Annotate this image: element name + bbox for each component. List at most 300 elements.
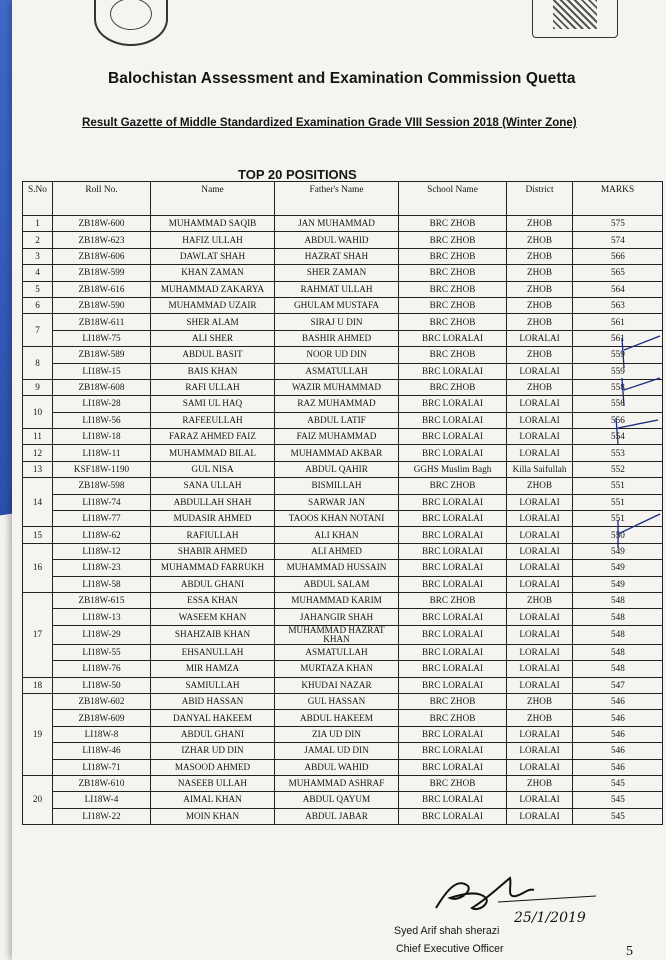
marks-cell: 563 — [573, 297, 663, 313]
margin-tick-mark — [618, 514, 660, 548]
school-name-cell: BRC ZHOB — [399, 379, 507, 395]
marks-cell: 548 — [573, 625, 663, 644]
father-name-cell: MUHAMMAD HUSSAIN — [275, 560, 399, 576]
page-number: 5 — [626, 944, 633, 959]
father-name-cell: KHUDAI NAZAR — [275, 677, 399, 693]
table-header-row — [23, 182, 663, 216]
table-row — [23, 644, 663, 660]
district-cell: ZHOB — [507, 775, 573, 791]
school-name-cell: BRC LORALAI — [399, 511, 507, 527]
father-name-cell: ABDUL SALAM — [275, 576, 399, 592]
school-name-cell: BRC ZHOB — [399, 592, 507, 608]
roll-number-cell: LI18W-8 — [53, 726, 151, 742]
school-name-cell: BRC LORALAI — [399, 363, 507, 379]
father-name-cell: MUHAMMAD ASHRAF — [275, 775, 399, 791]
table-row — [23, 609, 663, 625]
table-row — [23, 625, 663, 644]
roll-number-cell: LI18W-29 — [53, 625, 151, 644]
father-name-cell: SHER ZAMAN — [275, 265, 399, 281]
district-cell: LORALAI — [507, 363, 573, 379]
serial-number-cell: 15 — [23, 527, 53, 543]
margin-tick-mark — [622, 336, 660, 368]
marks-cell: 548 — [573, 661, 663, 677]
marks-cell: 559 — [573, 363, 663, 379]
student-name-cell: SHAHZAIB KHAN — [151, 625, 275, 644]
district-cell: LORALAI — [507, 412, 573, 428]
school-name-cell: BRC LORALAI — [399, 494, 507, 510]
table-row — [23, 429, 663, 445]
school-name-cell: BRC ZHOB — [399, 347, 507, 363]
marks-cell: 556 — [573, 412, 663, 428]
district-cell: ZHOB — [507, 265, 573, 281]
table-row — [23, 710, 663, 726]
serial-number-cell: 18 — [23, 677, 53, 693]
table-row — [23, 693, 663, 709]
serial-number-cell: 14 — [23, 478, 53, 527]
baec-emblem-icon — [94, 0, 168, 46]
father-name-cell: MURTAZA KHAN — [275, 661, 399, 677]
marks-cell: 561 — [573, 314, 663, 330]
school-name-cell: BRC LORALAI — [399, 677, 507, 693]
roll-number-cell: LI18W-13 — [53, 609, 151, 625]
district-cell: LORALAI — [507, 330, 573, 346]
student-name-cell: SANA ULLAH — [151, 478, 275, 494]
table-row — [23, 396, 663, 412]
school-name-cell: BRC LORALAI — [399, 792, 507, 808]
table-row — [23, 661, 663, 677]
column-header: MARKS — [573, 182, 663, 216]
student-name-cell: HAFIZ ULLAH — [151, 232, 275, 248]
father-name-cell: HAZRAT SHAH — [275, 248, 399, 264]
table-row — [23, 232, 663, 248]
school-name-cell: BRC ZHOB — [399, 265, 507, 281]
student-name-cell: EHSANULLAH — [151, 644, 275, 660]
district-cell: LORALAI — [507, 644, 573, 660]
district-cell: LORALAI — [507, 677, 573, 693]
school-name-cell: BRC ZHOB — [399, 216, 507, 232]
table-row — [23, 726, 663, 742]
serial-number-cell: 7 — [23, 314, 53, 347]
column-header: Name — [151, 182, 275, 216]
marks-cell: 550 — [573, 527, 663, 543]
student-name-cell: MOIN KHAN — [151, 808, 275, 824]
margin-tick-mark — [622, 378, 660, 406]
school-name-cell: BRC LORALAI — [399, 429, 507, 445]
district-cell: ZHOB — [507, 592, 573, 608]
student-name-cell: MUHAMMAD FARRUKH — [151, 560, 275, 576]
district-cell: LORALAI — [507, 560, 573, 576]
roll-number-cell: ZB18W-606 — [53, 248, 151, 264]
student-name-cell: IZHAR UD DIN — [151, 743, 275, 759]
margin-annotations — [600, 330, 666, 560]
district-cell: ZHOB — [507, 379, 573, 395]
student-name-cell: MASOOD AHMED — [151, 759, 275, 775]
school-name-cell: BRC ZHOB — [399, 297, 507, 313]
marks-cell: 548 — [573, 609, 663, 625]
father-name-cell: ABDUL WAHID — [275, 232, 399, 248]
school-name-cell: BRC LORALAI — [399, 625, 507, 644]
student-name-cell: ABID HASSAN — [151, 693, 275, 709]
school-name-cell: BRC ZHOB — [399, 775, 507, 791]
serial-number-cell: 20 — [23, 775, 53, 824]
roll-number-cell: LI18W-50 — [53, 677, 151, 693]
father-name-cell: RAHMAT ULLAH — [275, 281, 399, 297]
table-row — [23, 363, 663, 379]
student-name-cell: FARAZ AHMED FAIZ — [151, 429, 275, 445]
father-name-cell: ABDUL HAKEEM — [275, 710, 399, 726]
school-name-cell: BRC LORALAI — [399, 396, 507, 412]
school-name-cell: BRC LORALAI — [399, 576, 507, 592]
student-name-cell: WASEEM KHAN — [151, 609, 275, 625]
student-name-cell: ABDUL BASIT — [151, 347, 275, 363]
student-name-cell: RAFIULLAH — [151, 527, 275, 543]
table-row — [23, 775, 663, 791]
district-cell: ZHOB — [507, 297, 573, 313]
father-name-cell: BISMILLAH — [275, 478, 399, 494]
father-name-cell: GHULAM MUSTAFA — [275, 297, 399, 313]
marks-cell: 549 — [573, 543, 663, 559]
district-cell: ZHOB — [507, 710, 573, 726]
serial-number-cell: 17 — [23, 592, 53, 677]
marks-cell: 546 — [573, 759, 663, 775]
student-name-cell: MUDASIR AHMED — [151, 511, 275, 527]
student-name-cell: GUL NISA — [151, 461, 275, 477]
commission-title: Balochistan Assessment and Examination Commission Quetta — [108, 70, 576, 87]
school-name-cell: BRC LORALAI — [399, 560, 507, 576]
district-cell: LORALAI — [507, 726, 573, 742]
student-name-cell: SAMI UL HAQ — [151, 396, 275, 412]
table-row — [23, 412, 663, 428]
father-name-cell: ZIA UD DIN — [275, 726, 399, 742]
signatory-name: Syed Arif shah sherazi — [394, 925, 500, 937]
district-cell: LORALAI — [507, 576, 573, 592]
table-row — [23, 265, 663, 281]
roll-number-cell: LI18W-74 — [53, 494, 151, 510]
table-row — [23, 347, 663, 363]
marks-cell: 548 — [573, 644, 663, 660]
district-cell: LORALAI — [507, 625, 573, 644]
table-row — [23, 330, 663, 346]
student-name-cell: MUHAMMAD UZAIR — [151, 297, 275, 313]
serial-number-cell: 2 — [23, 232, 53, 248]
table-row — [23, 743, 663, 759]
marks-cell: 546 — [573, 726, 663, 742]
roll-number-cell: LI18W-12 — [53, 543, 151, 559]
father-name-cell: ABDUL LATIF — [275, 412, 399, 428]
roll-number-cell: ZB18W-600 — [53, 216, 151, 232]
marks-cell: 551 — [573, 478, 663, 494]
father-name-cell: RAZ MUHAMMAD — [275, 396, 399, 412]
father-name-cell: ABDUL JABAR — [275, 808, 399, 824]
marks-cell: 546 — [573, 743, 663, 759]
student-name-cell: MUHAMMAD SAQIB — [151, 216, 275, 232]
table-row — [23, 461, 663, 477]
marks-cell: 556 — [573, 396, 663, 412]
school-name-cell: BRC ZHOB — [399, 281, 507, 297]
student-name-cell: SHABIR AHMED — [151, 543, 275, 559]
father-name-cell: SIRAJ U DIN — [275, 314, 399, 330]
student-name-cell: SHER ALAM — [151, 314, 275, 330]
serial-number-cell: 13 — [23, 461, 53, 477]
school-name-cell: BRC ZHOB — [399, 693, 507, 709]
student-name-cell: RAFEEULLAH — [151, 412, 275, 428]
student-name-cell: AIMAL KHAN — [151, 792, 275, 808]
marks-cell: 551 — [573, 494, 663, 510]
serial-number-cell: 9 — [23, 379, 53, 395]
table-row — [23, 560, 663, 576]
table-row — [23, 494, 663, 510]
roll-number-cell: LI18W-77 — [53, 511, 151, 527]
roll-number-cell: LI18W-62 — [53, 527, 151, 543]
table-row — [23, 792, 663, 808]
school-name-cell: BRC LORALAI — [399, 445, 507, 461]
student-name-cell: DAWLAT SHAH — [151, 248, 275, 264]
school-name-cell: BRC LORALAI — [399, 330, 507, 346]
serial-number-cell: 19 — [23, 693, 53, 775]
father-name-cell: ALI KHAN — [275, 527, 399, 543]
school-name-cell: BRC ZHOB — [399, 232, 507, 248]
district-cell: ZHOB — [507, 478, 573, 494]
roll-number-cell: LI18W-71 — [53, 759, 151, 775]
father-name-cell: BASHIR AHMED — [275, 330, 399, 346]
father-name-cell: MUHAMMAD HAZRAT KHAN — [275, 625, 399, 644]
school-name-cell: BRC LORALAI — [399, 527, 507, 543]
school-name-cell: BRC LORALAI — [399, 661, 507, 677]
student-name-cell: MUHAMMAD ZAKARYA — [151, 281, 275, 297]
marks-cell: 547 — [573, 677, 663, 693]
marks-cell: 546 — [573, 710, 663, 726]
father-name-cell: FAIZ MUHAMMAD — [275, 429, 399, 445]
column-header: School Name — [399, 182, 507, 216]
roll-number-cell: ZB18W-602 — [53, 693, 151, 709]
marks-cell: 546 — [573, 693, 663, 709]
student-name-cell: BAIS KHAN — [151, 363, 275, 379]
roll-number-cell: ZB18W-598 — [53, 478, 151, 494]
serial-number-cell: 10 — [23, 396, 53, 429]
district-cell: LORALAI — [507, 543, 573, 559]
father-name-cell: GUL HASSAN — [275, 693, 399, 709]
school-name-cell: BRC LORALAI — [399, 759, 507, 775]
district-cell: ZHOB — [507, 248, 573, 264]
roll-number-cell: LI18W-55 — [53, 644, 151, 660]
table-row — [23, 527, 663, 543]
student-name-cell: ABDUL GHANI — [151, 576, 275, 592]
table-row — [23, 808, 663, 824]
school-name-cell: BRC ZHOB — [399, 314, 507, 330]
serial-number-cell: 1 — [23, 216, 53, 232]
student-name-cell: KHAN ZAMAN — [151, 265, 275, 281]
roll-number-cell: LI18W-18 — [53, 429, 151, 445]
roll-number-cell: LI18W-75 — [53, 330, 151, 346]
marks-cell: 549 — [573, 560, 663, 576]
father-name-cell: TAOOS KHAN NOTANI — [275, 511, 399, 527]
roll-number-cell: LI18W-23 — [53, 560, 151, 576]
marks-cell: 554 — [573, 429, 663, 445]
father-name-cell: ASMATULLAH — [275, 644, 399, 660]
district-cell: LORALAI — [507, 792, 573, 808]
district-cell: LORALAI — [507, 511, 573, 527]
father-name-cell: JAHANGIR SHAH — [275, 609, 399, 625]
table-row — [23, 592, 663, 608]
marks-cell: 553 — [573, 445, 663, 461]
roll-number-cell: ZB18W-609 — [53, 710, 151, 726]
roll-number-cell: LI18W-15 — [53, 363, 151, 379]
marks-cell: 561 — [573, 330, 663, 346]
serial-number-cell: 11 — [23, 429, 53, 445]
section-heading: TOP 20 POSITIONS — [238, 167, 357, 182]
student-name-cell: ALI SHER — [151, 330, 275, 346]
marks-cell: 549 — [573, 576, 663, 592]
student-name-cell: NASEEB ULLAH — [151, 775, 275, 791]
table-body — [23, 216, 663, 825]
signatory-title: Chief Executive Officer — [396, 943, 504, 955]
school-name-cell: BRC LORALAI — [399, 543, 507, 559]
marks-cell: 551 — [573, 511, 663, 527]
gazette-subtitle: Result Gazette of Middle Standardized Examination Grade VIII Session 2018 (Winter Zone) — [82, 116, 577, 129]
district-cell: ZHOB — [507, 693, 573, 709]
father-name-cell: WAZIR MUHAMMAD — [275, 379, 399, 395]
father-name-cell: ABDUL QAYUM — [275, 792, 399, 808]
results-table — [22, 181, 663, 825]
district-cell: LORALAI — [507, 445, 573, 461]
serial-number-cell: 12 — [23, 445, 53, 461]
district-cell: LORALAI — [507, 661, 573, 677]
table-row — [23, 379, 663, 395]
father-name-cell: SARWAR JAN — [275, 494, 399, 510]
district-cell: ZHOB — [507, 216, 573, 232]
student-name-cell: MIR HAMZA — [151, 661, 275, 677]
school-name-cell: BRC LORALAI — [399, 609, 507, 625]
svg-text:25/1/2019: 25/1/2019 — [514, 910, 586, 926]
marks-cell: 559 — [573, 347, 663, 363]
marks-cell: 565 — [573, 265, 663, 281]
roll-number-cell: LI18W-58 — [53, 576, 151, 592]
marks-cell: 564 — [573, 281, 663, 297]
serial-number-cell: 5 — [23, 281, 53, 297]
table-row — [23, 759, 663, 775]
district-cell: ZHOB — [507, 232, 573, 248]
marks-cell: 545 — [573, 808, 663, 824]
father-name-cell: NOOR UD DIN — [275, 347, 399, 363]
marks-cell: 545 — [573, 792, 663, 808]
school-name-cell: BRC LORALAI — [399, 726, 507, 742]
father-name-cell: MUHAMMAD KARIM — [275, 592, 399, 608]
serial-number-cell: 16 — [23, 543, 53, 592]
marks-cell: 545 — [573, 775, 663, 791]
school-name-cell: BRC LORALAI — [399, 808, 507, 824]
table-row — [23, 511, 663, 527]
district-cell: Killa Saifullah — [507, 461, 573, 477]
roll-number-cell: ZB18W-615 — [53, 592, 151, 608]
student-name-cell: ESSA KHAN — [151, 592, 275, 608]
table-row — [23, 297, 663, 313]
roll-number-cell: LI18W-4 — [53, 792, 151, 808]
table-row — [23, 478, 663, 494]
district-cell: ZHOB — [507, 281, 573, 297]
school-name-cell: BRC LORALAI — [399, 412, 507, 428]
district-cell: LORALAI — [507, 429, 573, 445]
table-row — [23, 314, 663, 330]
roll-number-cell: LI18W-46 — [53, 743, 151, 759]
roll-number-cell: ZB18W-610 — [53, 775, 151, 791]
serial-number-cell: 6 — [23, 297, 53, 313]
table-row — [23, 281, 663, 297]
district-cell: LORALAI — [507, 609, 573, 625]
district-cell: LORALAI — [507, 527, 573, 543]
school-name-cell: GGHS Muslim Bagh — [399, 461, 507, 477]
student-name-cell: ABDULLAH SHAH — [151, 494, 275, 510]
district-cell: LORALAI — [507, 808, 573, 824]
district-cell: ZHOB — [507, 314, 573, 330]
school-name-cell: BRC LORALAI — [399, 743, 507, 759]
roll-number-cell: LI18W-28 — [53, 396, 151, 412]
district-cell: LORALAI — [507, 743, 573, 759]
roll-number-cell: ZB18W-623 — [53, 232, 151, 248]
school-name-cell: BRC ZHOB — [399, 710, 507, 726]
column-header: Roll No. — [53, 182, 151, 216]
education-logo-icon — [532, 0, 618, 38]
father-name-cell: ASMATULLAH — [275, 363, 399, 379]
column-header: District — [507, 182, 573, 216]
serial-number-cell: 3 — [23, 248, 53, 264]
roll-number-cell: LI18W-76 — [53, 661, 151, 677]
school-name-cell: BRC LORALAI — [399, 644, 507, 660]
school-name-cell: BRC ZHOB — [399, 248, 507, 264]
district-cell: LORALAI — [507, 396, 573, 412]
margin-tick-mark — [616, 418, 658, 444]
table-row — [23, 216, 663, 232]
serial-number-cell: 4 — [23, 265, 53, 281]
roll-number-cell: LI18W-22 — [53, 808, 151, 824]
roll-number-cell: KSF18W-1190 — [53, 461, 151, 477]
father-name-cell: ABDUL QAHIR — [275, 461, 399, 477]
district-cell: ZHOB — [507, 347, 573, 363]
student-name-cell: SAMIULLAH — [151, 677, 275, 693]
roll-number-cell: ZB18W-599 — [53, 265, 151, 281]
column-header: S.No — [23, 182, 53, 216]
school-name-cell: BRC ZHOB — [399, 478, 507, 494]
table-row — [23, 445, 663, 461]
marks-cell: 566 — [573, 248, 663, 264]
serial-number-cell: 8 — [23, 347, 53, 380]
marks-cell: 575 — [573, 216, 663, 232]
father-name-cell: JAN MUHAMMAD — [275, 216, 399, 232]
table-row — [23, 248, 663, 264]
table-row — [23, 677, 663, 693]
student-name-cell: RAFI ULLAH — [151, 379, 275, 395]
father-name-cell: JAMAL UD DIN — [275, 743, 399, 759]
student-name-cell: MUHAMMAD BILAL — [151, 445, 275, 461]
district-cell: LORALAI — [507, 759, 573, 775]
father-name-cell: MUHAMMAD AKBAR — [275, 445, 399, 461]
marks-cell: 558 — [573, 379, 663, 395]
marks-cell: 548 — [573, 592, 663, 608]
student-name-cell: DANYAL HAKEEM — [151, 710, 275, 726]
student-name-cell: ABDUL GHANI — [151, 726, 275, 742]
column-header: Father's Name — [275, 182, 399, 216]
marks-cell: 574 — [573, 232, 663, 248]
roll-number-cell: LI18W-56 — [53, 412, 151, 428]
roll-number-cell: ZB18W-608 — [53, 379, 151, 395]
marks-cell: 552 — [573, 461, 663, 477]
table-row — [23, 576, 663, 592]
father-name-cell: ALI AHMED — [275, 543, 399, 559]
table-row — [23, 543, 663, 559]
roll-number-cell: ZB18W-589 — [53, 347, 151, 363]
roll-number-cell: LI18W-11 — [53, 445, 151, 461]
roll-number-cell: ZB18W-590 — [53, 297, 151, 313]
district-cell: LORALAI — [507, 494, 573, 510]
